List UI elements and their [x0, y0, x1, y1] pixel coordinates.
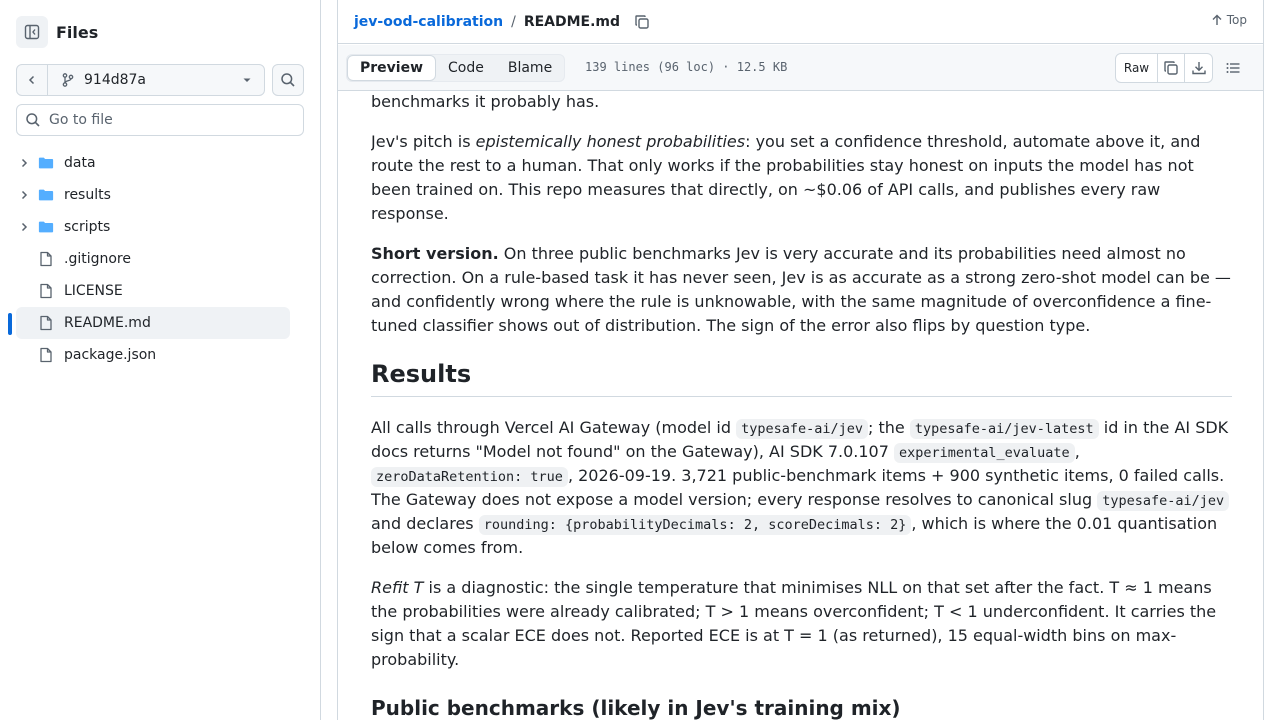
readme-text-line: All calls through Vercel AI Gateway (model id typesafe-ai/jev ; the typesafe-ai/jev-latest id in the AI SDK [371, 418, 1229, 437]
tab-code[interactable]: Code [448, 60, 484, 76]
git-branch-icon [60, 72, 76, 88]
readme-text-line: and declares rounding: {probabilityDecimals: 2, scoreDecimals: 2} , which is where the 0.01 quantisation [371, 514, 1218, 533]
chevron-right-icon[interactable] [16, 157, 32, 169]
search-icon [25, 112, 41, 128]
file-tree-sidebar [0, 0, 321, 720]
readme-text-line: Short version. On three public benchmarks Jev is very accurate and its probabilities need almost no [371, 244, 1186, 263]
readme-text-line: below comes from. [371, 538, 524, 557]
tree-item-gitignore[interactable] [16, 243, 290, 275]
sidebar-header [16, 16, 98, 48]
branch-name: 914d87a [84, 72, 147, 88]
tree-item-label: package.json [64, 347, 157, 363]
list-unordered-icon [1225, 60, 1241, 76]
breadcrumb [338, 0, 1263, 44]
sidebar-title: Files [56, 22, 99, 42]
branch-picker-group [16, 64, 265, 96]
chevron-left-icon [26, 74, 38, 86]
readme-text-line: been trained on. This repo measures that directly, on ~$0.06 of API calls, and publishes every raw [371, 180, 1161, 199]
readme-text-line: The Gateway does not expose a model version; every response resolves to canonical slug typesafe-ai/jev [371, 488, 1229, 513]
copy-raw-button[interactable] [1158, 54, 1185, 82]
readme-text-line: sign that a scalar ECE does not. Reported ECE is at T = 1 (as returned), 15 equal-width bins on max- [371, 626, 1177, 645]
file-tree [16, 147, 290, 371]
breadcrumb-file-name: README.md [523, 13, 621, 30]
readme-text-line: probability. [371, 650, 460, 669]
readme-text-line: the probabilities were already calibrated; T > 1 means overconfident; T < 1 underconfident. It carries the [371, 602, 1217, 621]
chevron-right-icon[interactable] [16, 221, 32, 233]
folder-icon [38, 187, 54, 203]
results-heading: Results [371, 360, 1232, 397]
raw-button[interactable]: Raw [1116, 54, 1158, 82]
inline-code: typesafe-ai/jev-latest [910, 419, 1099, 439]
previous-commit-button[interactable] [17, 65, 48, 95]
tree-item-label: data [64, 155, 96, 171]
inline-code: zeroDataRetention: true [371, 467, 568, 487]
emphasis-text: Refit T [371, 578, 424, 597]
tree-item-scripts[interactable] [16, 211, 290, 243]
active-indicator [8, 313, 12, 335]
file-meta: 139 lines (96 loc) · 12.5 KB [585, 60, 788, 74]
readme-text-line: correction. On a rule-based task it has never seen, Jev is as accurate as a strong zero-shot model can be — [371, 268, 1231, 287]
copy-path-button[interactable] [630, 10, 654, 34]
download-button[interactable] [1185, 54, 1212, 82]
tree-item-label: .gitignore [64, 251, 131, 267]
file-actions [1115, 53, 1213, 83]
strong-text: Short version. [371, 244, 499, 263]
breadcrumb-separator: / [511, 13, 516, 30]
download-icon [1191, 60, 1207, 76]
folder-icon [38, 155, 54, 171]
readme-text-line: response. [371, 204, 449, 223]
tab-preview[interactable]: Preview [347, 55, 436, 81]
branch-row [16, 64, 265, 96]
readme-text-line: Jev's pitch is epistemically honest probabilities: you set a confidence threshold, automate above it, and [371, 132, 1201, 151]
emphasis-text: epistemically honest probabilities [475, 132, 746, 151]
tree-item-label: results [64, 187, 111, 203]
search-files-button[interactable] [272, 64, 304, 96]
file-icon [38, 315, 54, 331]
public-benchmarks-heading: Public benchmarks (likely in Jev's training mix) [371, 696, 901, 720]
collapse-sidebar-button[interactable] [16, 16, 48, 48]
tree-item-license[interactable] [16, 275, 290, 307]
tree-item-label: LICENSE [64, 283, 123, 299]
readme-text-line: benchmarks it probably has. [371, 92, 600, 111]
tree-item-readme[interactable] [16, 307, 290, 339]
copy-icon [634, 14, 650, 30]
search-icon [280, 72, 296, 88]
breadcrumb-repo-link[interactable]: jev-ood-calibration [354, 13, 504, 30]
sidebar-collapse-icon [24, 24, 40, 40]
top-label: Top [1226, 13, 1247, 27]
readme-text-line: route the rest to a human. That only works if the probabilities stay honest on inputs the model has not [371, 156, 1194, 175]
back-to-top-link[interactable] [1211, 13, 1247, 27]
outline-button[interactable] [1220, 55, 1246, 81]
file-icon [38, 283, 54, 299]
file-icon [38, 347, 54, 363]
file-view [337, 0, 1264, 720]
inline-code: typesafe-ai/jev [736, 419, 868, 439]
tree-item-label: scripts [64, 219, 111, 235]
go-to-file-field[interactable] [16, 104, 304, 136]
go-to-file-input[interactable] [49, 112, 289, 128]
chevron-right-icon[interactable] [16, 189, 32, 201]
branch-select-button[interactable] [48, 65, 264, 95]
tab-blame[interactable]: Blame [507, 60, 553, 76]
inline-code: experimental_evaluate [894, 443, 1075, 463]
tree-item-package-json[interactable] [16, 339, 290, 371]
file-icon [38, 251, 54, 267]
tree-item-label: README.md [64, 315, 151, 331]
caret-down-icon [242, 75, 252, 85]
readme-text-line: Refit T is a diagnostic: the single temperature that minimises NLL on that set after the fact. T ≈ 1 means [371, 578, 1212, 597]
inline-code: typesafe-ai/jev [1097, 491, 1229, 511]
readme-text-line: and confidently wrong where the rule is unknowable, with the same magnitude of overconfidence a fine- [371, 292, 1212, 311]
readme-text-line: docs returns "Model not found" on the Gateway), AI SDK 7.0.107 experimental_evaluate , [371, 442, 1080, 461]
tree-item-results[interactable] [16, 179, 290, 211]
view-mode-tabs [346, 54, 565, 82]
copy-icon [1163, 60, 1179, 76]
folder-icon [38, 219, 54, 235]
tree-item-data[interactable] [16, 147, 290, 179]
readme-text-line: tuned classifier shows out of distribution. The sign of the error also flips by question type. [371, 316, 1091, 335]
file-toolbar [338, 45, 1263, 91]
inline-code: rounding: {probabilityDecimals: 2, scoreDecimals: 2} [479, 515, 912, 535]
readme-content [371, 92, 1232, 720]
arrow-up-icon [1211, 14, 1223, 26]
readme-text-line: zeroDataRetention: true , 2026-09-19. 3,721 public-benchmark items + 900 synthetic items, 0 failed calls. [371, 464, 1224, 489]
